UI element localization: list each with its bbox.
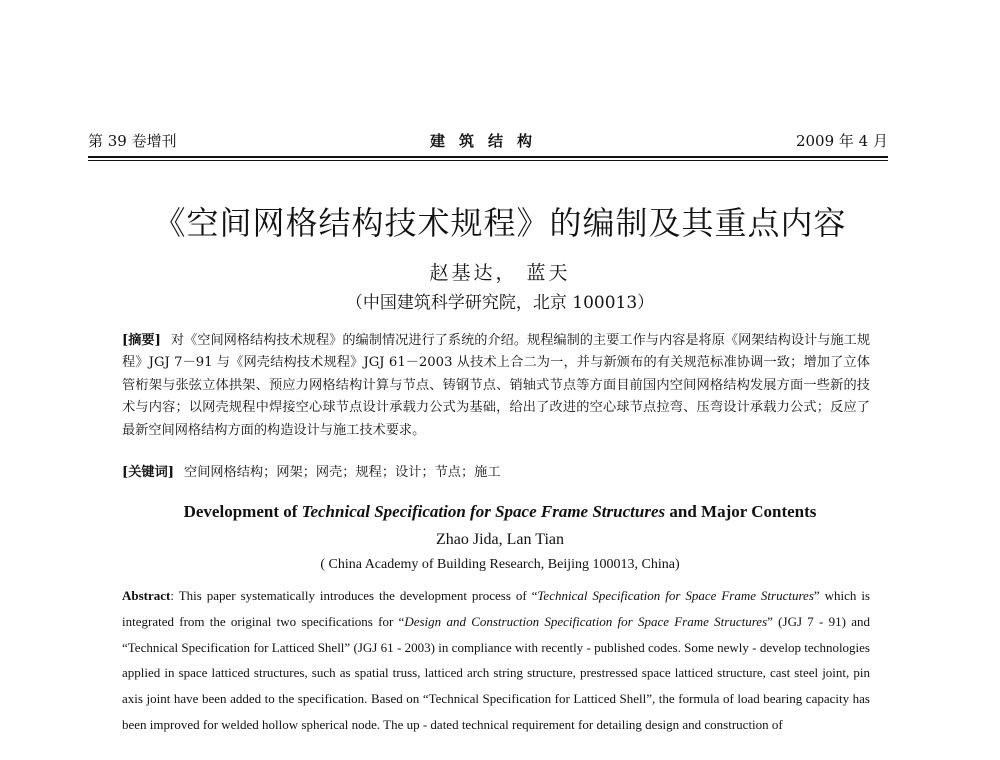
chinese-keywords-text: 空间网格结构；网架；网壳；规程；设计；节点；施工 (184, 465, 501, 480)
chinese-authors: 赵基达， 蓝天 (429, 262, 571, 284)
volume-info: 第 39 卷增刊 (88, 132, 177, 150)
chinese-keywords (122, 462, 870, 484)
chinese-title: 《空间网格结构技术规程》的编制及其重点内容 (153, 204, 847, 242)
english-abstract-part-1: : This paper systematically introduces the development process of “ (170, 588, 538, 603)
english-abstract-label: Abstract (122, 588, 171, 603)
english-abstract-part-2: Technical Specification for Space Frame Structures (537, 588, 814, 603)
english-abstract-part-4: Design and Construction Specification for Space Frame Structures (404, 613, 768, 629)
english-abstract-part-3: ” which is integrated from the original two specifications for “ (122, 588, 870, 629)
english-abstract (122, 583, 870, 738)
english-affiliation: ( China Academy of Building Research, Beijing 100013, China) (320, 557, 680, 572)
english-title (0, 502, 1000, 522)
chinese-abstract-label: [摘要] (122, 333, 161, 348)
running-header (88, 130, 888, 152)
chinese-affiliation: （中国建筑科学研究院，北京 100013） (345, 293, 655, 313)
english-title-pre: Development of (183, 502, 302, 521)
journal-name: 建筑结构 (429, 132, 546, 150)
issue-date: 2009 年 4 月 (795, 132, 888, 150)
english-title-italic: Technical Specification for Space Frame Structures (301, 502, 666, 521)
chinese-keywords-label: [关键词] (122, 465, 175, 480)
chinese-abstract-text: 对《空间网格结构技术规程》的编制情况进行了系统的介绍。规程编制的主要工作与内容是将原《网架结构设计与施工规程》JGJ 7－91 与《网壳结构技术规程》JGJ 61－2003 从技术上合二为一，并与新颁布的有关规范标准协调一致；增加了立体管桁架与张弦立体拱架、预应力网格结构计算与节点、铸钢节点、销轴式节点等方面目前国内空间网格结构发展方面一些新的技术与内容；以网壳规程中焊接空心球节点设计承载力公式为基础，给出了改进的空心球节点拉弯、压弯设计承载力公式；反应了最新空间网格结构方面的构造设计与施工技术要求。 (122, 333, 870, 438)
header-rule (88, 156, 888, 161)
english-title-post: and Major Contents (665, 502, 817, 521)
chinese-abstract (122, 330, 870, 442)
english-abstract-part-5: ” (JGJ 7 - 91) and “Technical Specification for Latticed Shell” (JGJ 61 - 2003) in compliance with recently - published codes. Some newly - develop technologies applied in space latticed structures, such as spatial truss, latticed arch string structure, prestressed space latticed structure, cast steel joint, pin axis joint have been added to the specification. Based on “Technical Specification for Latticed Shell”, the formula of load bearing capacity has been improved for welded hollow spherical node. The up - dated technical requirement for detailing design and construction of (122, 613, 871, 732)
english-authors: Zhao Jida, Lan Tian (436, 531, 564, 548)
